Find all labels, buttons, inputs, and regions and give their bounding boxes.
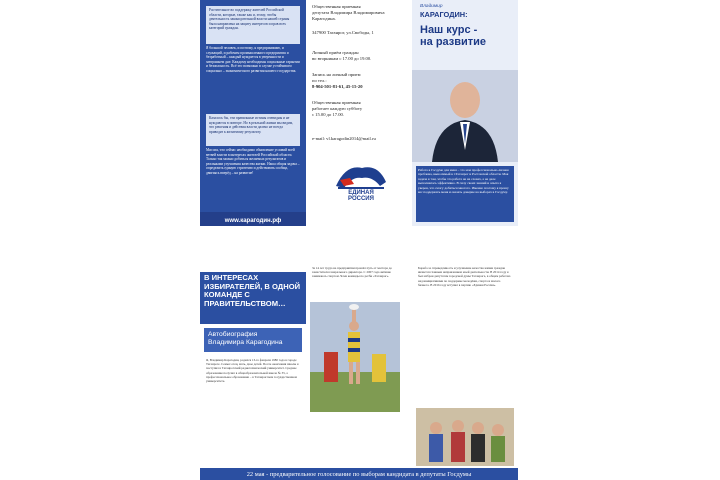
office-hours: с 15.00 до 17.00. bbox=[312, 112, 344, 117]
phone-label: по тел.: bbox=[312, 78, 327, 83]
body-paragraph: Я большой человек, и поэтому, я предпринимаю, и служащий, и рабочим промышленного предприятия и безработный – каждый нуждается в уверенности и завтрашнем дне. Каждому необходимы социальные гарантии и безопасность. Всё это возможно в случае устойчивого социально – экономического развития нашего государства. bbox=[206, 46, 300, 73]
contact-title-1: Общественная приемная bbox=[312, 4, 361, 9]
party-logo-line-1: ЕДИНАЯ bbox=[348, 190, 374, 196]
slogan-line-1: Наш курс - bbox=[420, 24, 478, 36]
website-url: www.карагодин.рф bbox=[224, 218, 282, 224]
left-panel bbox=[200, 0, 306, 226]
reception-label: Личный приём граждан bbox=[312, 50, 359, 55]
headline: В ИНТЕРЕСАХ ИЗБИРАТЕЛЕЙ, В ОДНОЙ КОМАНДЕ С ПРАВИТЕЛЬСТВОМ… bbox=[204, 273, 301, 308]
appointment-label: Запись на личный прием bbox=[312, 72, 361, 77]
bio-title-box bbox=[204, 328, 302, 352]
intro-paragraph: Растительное во поддержку жителей Российской области, которые, также как и, этому, чтобы деятельность законодательной власти нашей страны была направлена на защиту интересов и прав всех категорий граждан. bbox=[206, 6, 300, 44]
candidate-statement: Работа в Госдуме для меня – это моя профессионально-личная проблема, выносимый в г.Таганрог и Ростовской области. Моя задача в том, чтобы эта работа не на словах, а на деле выполнялась эффективно. В силу своих знаний и опыта я уверен, что смогу добиться многого. Именно поэтому я прошу вас поддержать меня и оказать доверие на выборах в Госдуму. bbox=[416, 166, 514, 222]
activity-text: Борьба за справедливость и улучшение качества жизни граждан является главным направлением моей деятельности. В 2014 году я был избран депутатом городской думы Таганрога, в общем работаю над инициативами по поддержке молодёжи, спорта и малого бизнеса. В 2016 году вступил в партию «Единая Россия». bbox=[418, 266, 511, 287]
address: 347900 Таганрог, ул.Свободы, 1 bbox=[312, 30, 374, 35]
contact-title-3: Карагодина. bbox=[312, 16, 336, 21]
footer-text: 22 мая - предварительное голосование по выборам кандидата в депутаты Госдумы bbox=[246, 471, 472, 478]
candidate-first-name: Владимир bbox=[420, 4, 443, 9]
group-photo bbox=[416, 408, 514, 466]
contact-title-2: депутата Владимира Владимировича bbox=[312, 10, 385, 15]
brochure-front bbox=[200, 0, 518, 226]
bio-panel bbox=[200, 258, 306, 480]
candidate-portrait bbox=[412, 70, 518, 162]
brochure-inside bbox=[200, 258, 518, 480]
body-paragraph-2: Казалось бы, эти правильные истины очевидны и не нуждаются в повторе. Но в реальной жизни мы видим, что решения и действия власти далеко не всегда приводят к желаемому результату. bbox=[206, 114, 300, 146]
email: e-mail: vl.karagodin2014@mail.ru bbox=[312, 136, 376, 141]
slogan-line-2: на развитие bbox=[420, 36, 487, 48]
party-logo-line-2: РОССИЯ bbox=[348, 196, 374, 203]
bio-title-line-1: Автобиография bbox=[208, 331, 258, 338]
candidate-last-name: КАРАГОДИН: bbox=[420, 10, 468, 19]
bio-title bbox=[208, 331, 283, 347]
career-text: За 14 лет труда на предприятии прошёл путь от мастера до заместителя генерального директора. С 2007 года активно занимаюсь спортом. Член команды по регби «Таганрог». bbox=[312, 266, 392, 279]
rugby-photo bbox=[310, 302, 400, 412]
contact-panel bbox=[306, 0, 412, 226]
office-days: работает каждую субботу bbox=[312, 106, 363, 111]
party-logo-text bbox=[332, 190, 390, 203]
closing-paragraph: Миссия, что сейчас необходимо обновление условий всей ветвей власти в интересах жителей Российской области. Только так можно добиться желаемых результатов и реальными улучшения качества жизни. Наша общая задача – определить единую стратегию и действовать сообща, двигаясь вперёд – на развитие! bbox=[206, 148, 300, 175]
slogan bbox=[420, 24, 486, 48]
bio-title-line-2: Владимира Карагодина bbox=[208, 339, 283, 346]
phone-numbers: 8-904-501-81-61, 45-15-20 bbox=[312, 84, 363, 89]
bio-text: Я, Владимир Карагодин, родился 13-го февраля 1980 года в городе Таганроге. Семья: отец, мать, двое детей. После окончания школы я поступил в Таганрогский радиотехнический университет. Среднее образование получил в общеобразовательной школе № 35, а профессиональное образование – в Таганрогском государственном университете. bbox=[206, 358, 299, 384]
candidate-panel bbox=[412, 0, 518, 226]
reception-hours: во вторникам с 17.00 до 19.00. bbox=[312, 56, 372, 61]
footer-banner bbox=[200, 468, 518, 480]
headline-box bbox=[200, 272, 306, 324]
office-label: Общественная приемная bbox=[312, 100, 361, 105]
